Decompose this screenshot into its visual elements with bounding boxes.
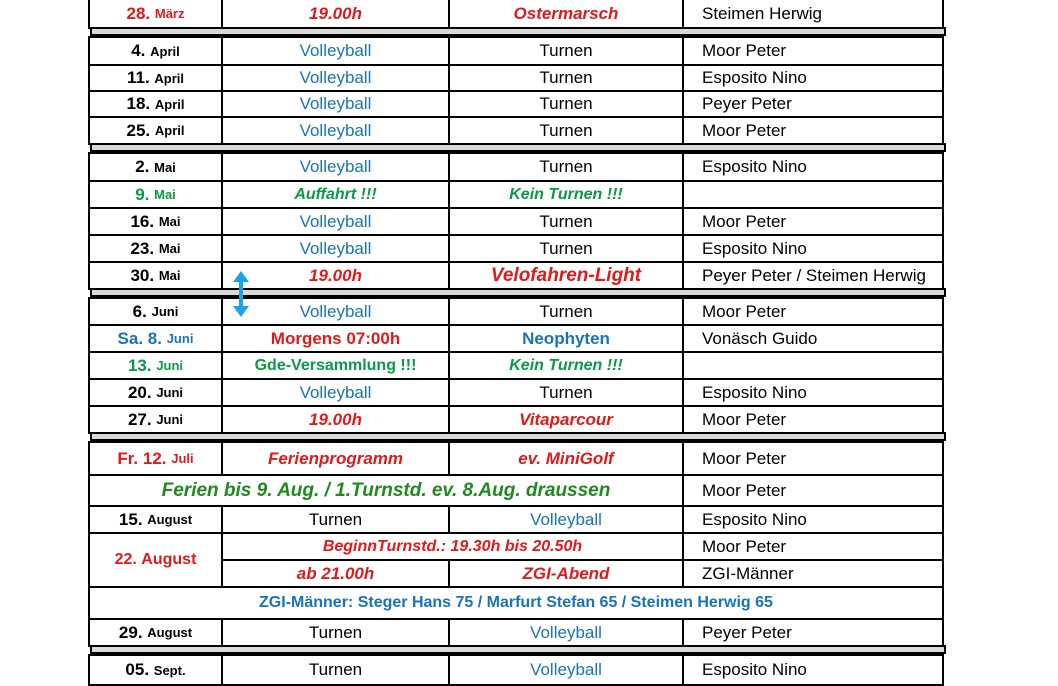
- activity-cell: Turnen: [448, 297, 684, 326]
- date-cell: 16. Mai: [88, 207, 223, 236]
- table-row: [90, 620, 946, 647]
- table-row: [90, 588, 946, 620]
- activity-cell: Volleyball: [221, 36, 450, 66]
- activity-cell: ZGI-Abend: [448, 559, 684, 588]
- leader-cell: Moor Peter: [682, 297, 944, 326]
- start-time-note-cell: BeginnTurnstd.: 19.30h bis 20.50h: [221, 532, 684, 561]
- activity-cell: Turnen: [448, 64, 684, 92]
- activity-cell: Velofahren-Light: [448, 261, 684, 290]
- leader-cell: Steimen Herwig: [682, 0, 944, 29]
- activity-cell: Turnen: [448, 234, 684, 263]
- table-row: [90, 561, 946, 588]
- activity-cell: Turnen: [448, 378, 684, 407]
- table-row: [90, 263, 946, 290]
- leader-cell: Esposito Nino: [682, 234, 944, 263]
- table-row: [90, 118, 946, 145]
- table-row: [90, 66, 946, 92]
- date-cell: 15. August: [88, 505, 223, 534]
- leader-cell: [682, 351, 944, 380]
- activity-cell: Neophyten: [448, 324, 684, 353]
- table-row: [90, 407, 946, 434]
- activity-cell: Morgens 07:00h: [221, 324, 450, 353]
- date-cell: 22. August: [88, 532, 223, 588]
- date-cell: 18. April: [88, 90, 223, 118]
- activity-cell: Auffahrt !!!: [221, 180, 450, 209]
- table-row: [90, 182, 946, 209]
- date-cell: 6. Juni: [88, 297, 223, 326]
- double-arrow-icon: [231, 270, 251, 318]
- leader-cell: Esposito Nino: [682, 152, 944, 182]
- date-cell: 23. Mai: [88, 234, 223, 263]
- table-row: [90, 476, 946, 507]
- date-cell: Fr. 12. Juli: [88, 441, 223, 476]
- leader-cell: Moor Peter: [682, 474, 944, 507]
- table-row: [90, 209, 946, 236]
- activity-cell: ab 21.00h: [221, 559, 450, 588]
- date-cell: 30. Mai: [88, 261, 223, 290]
- activity-cell: Kein Turnen !!!: [448, 351, 684, 380]
- activity-cell: Turnen: [448, 90, 684, 118]
- leader-cell: ZGI-Männer: [682, 559, 944, 588]
- activity-cell: Volleyball: [221, 207, 450, 236]
- activity-cell: Volleyball: [448, 505, 684, 534]
- activity-cell: Turnen: [221, 654, 450, 686]
- separator: [90, 645, 946, 654]
- leader-cell: Vonäsch Guido: [682, 324, 944, 353]
- activity-cell: Vitaparcour: [448, 405, 684, 434]
- separator: [90, 27, 946, 36]
- leader-cell: [682, 180, 944, 209]
- table-row: [90, 443, 946, 476]
- table-row: [90, 534, 946, 568]
- activity-cell: Volleyball: [221, 116, 450, 145]
- activity-cell: Volleyball: [221, 378, 450, 407]
- table-row: [90, 353, 946, 380]
- table-row: [90, 656, 946, 686]
- table-row: [90, 326, 946, 353]
- leader-cell: Esposito Nino: [682, 654, 944, 686]
- date-cell: 2. Mai: [88, 152, 223, 182]
- leader-cell: Moor Peter: [682, 207, 944, 236]
- leader-cell: Esposito Nino: [682, 378, 944, 407]
- table-row: [90, 92, 946, 118]
- activity-cell: Volleyball: [221, 64, 450, 92]
- activity-cell: Volleyball: [221, 297, 450, 326]
- table-row: [90, 299, 946, 326]
- date-cell: 13. Juni: [88, 351, 223, 380]
- leader-cell: Peyer Peter: [682, 90, 944, 118]
- date-cell: 4. April: [88, 36, 223, 66]
- separator: [90, 143, 946, 152]
- activity-cell: 19.00h: [221, 261, 450, 290]
- date-cell: 25. April: [88, 116, 223, 145]
- activity-cell: Ostermarsch: [448, 0, 684, 29]
- date-cell: 05. Sept.: [88, 654, 223, 686]
- leader-cell: Peyer Peter: [682, 618, 944, 647]
- table-row: [90, 38, 946, 66]
- date-cell: 20. Juni: [88, 378, 223, 407]
- activity-cell: ev. MiniGolf: [448, 441, 684, 476]
- activity-cell: Turnen: [448, 207, 684, 236]
- table-row: [90, 0, 946, 29]
- activity-cell: Volleyball: [221, 234, 450, 263]
- leader-cell: Esposito Nino: [682, 64, 944, 92]
- date-cell: 11. April: [88, 64, 223, 92]
- table-row: [90, 236, 946, 263]
- activity-cell: Kein Turnen !!!: [448, 180, 684, 209]
- leader-cell: Moor Peter: [682, 116, 944, 145]
- separator: [90, 288, 946, 297]
- date-cell: 28. März: [88, 0, 223, 29]
- leader-cell: Moor Peter: [682, 405, 944, 434]
- leader-cell: Moor Peter: [682, 441, 944, 476]
- table-row: [90, 507, 946, 534]
- date-cell: 29. August: [88, 618, 223, 647]
- date-cell: 9. Mai: [88, 180, 223, 209]
- table-row: [90, 380, 946, 407]
- activity-cell: Gde-Versammlung !!!: [221, 351, 450, 380]
- leader-cell: Moor Peter: [682, 36, 944, 66]
- activity-cell: Turnen: [448, 152, 684, 182]
- leader-cell: Moor Peter: [682, 532, 944, 561]
- activity-cell: Turnen: [221, 618, 450, 647]
- activity-cell: Ferienprogramm: [221, 441, 450, 476]
- holiday-note-cell: Ferien bis 9. Aug. / 1.Turnstd. ev. 8.Aug. draussen: [88, 474, 684, 507]
- activity-cell: Volleyball: [448, 618, 684, 647]
- date-cell: 27. Juni: [88, 405, 223, 434]
- table-row: [90, 154, 946, 182]
- activity-cell: Turnen: [448, 116, 684, 145]
- activity-cell: Turnen: [221, 505, 450, 534]
- activity-cell: Volleyball: [221, 152, 450, 182]
- activity-cell: Volleyball: [448, 654, 684, 686]
- activity-cell: 19.00h: [221, 0, 450, 29]
- date-cell: Sa. 8. Juni: [88, 324, 223, 353]
- activity-cell: 19.00h: [221, 405, 450, 434]
- zgi-members-cell: ZGI-Männer: Steger Hans 75 / Marfurt Stefan 65 / Steimen Herwig 65: [88, 586, 944, 620]
- activity-cell: Turnen: [448, 36, 684, 66]
- separator: [90, 432, 946, 441]
- leader-cell: Esposito Nino: [682, 505, 944, 534]
- leader-cell: Peyer Peter / Steimen Herwig: [682, 261, 944, 290]
- activity-cell: Volleyball: [221, 90, 450, 118]
